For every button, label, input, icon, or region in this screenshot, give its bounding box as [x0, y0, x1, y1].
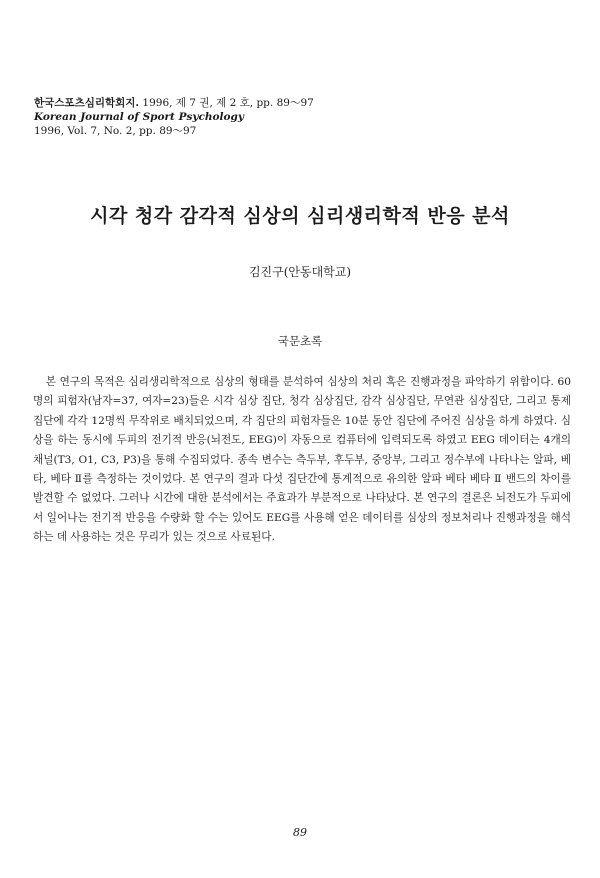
journal-en-issue: 1996, Vol. 7, No. 2, pp. 89～97 [34, 125, 197, 137]
paper-title: 시각 청각 감각적 심상의 심리생리학적 반응 분석 [90, 205, 510, 227]
page-number: 89 [293, 826, 307, 839]
abstract-body: 본 연구의 목적은 심리생리학적으로 심상의 형태를 분석하여 심상의 처리 혹은 진행과정을 파악하기 위함이다. 60명의 피험자(남자=37, 여자=23)들은 시각 심상 집단, 청각 심상집단, 감각 심상집단, 무연관 심상집단, 그리고 통제 집단에 각각 12명씩 무작위로 배치되었으며, 각 집단의 피험자들은 10분 동안 집단에 주어진 심상을 하게 하였다. 심상을 하는 동시에 두피의 전기적 반응(뇌전도, EEG)이 자동으로 컴퓨터에 입력되도록 하였고 EEG 데이터는 4개의 채널(T3, O1, C3, P3)을 통해 수집되었다. 종속 변수는 측두부, 후두부, 중앙부, 그리고 정수부에 나타나는 알파, 베타, 베타 Ⅱ를 측정하는 것이었다. 본 연구의 결과 다섯 집단간에 통계적으로 유의한 알파 베타 베타 Ⅱ 밴드의 차이를 발견할 수 없었다. 그러나 시간에 대한 분석에서는 주효과가 부분적으로 나타났다. 본 연구의 결론은 뇌전도가 두피에서 일어나는 전기적 반응을 수량화 할 수는 있어도 EEG를 사용해 얻은 데이터를 심상의 정보처리나 진행과정을 해석하는 데 사용하는 것은 무리가 있는 것으로 사료된다. [33, 376, 571, 544]
journal-ko-issue: 1996, 제 7 권, 제 2 호, pp. 89～97 [139, 97, 314, 109]
journal-ko-line [34, 96, 314, 110]
author-affiliation: 김진구(안동대학교) [248, 265, 352, 279]
abstract-heading: 국문초록 [277, 334, 323, 348]
journal-header [34, 96, 314, 138]
journal-name-ko: 한국스포츠심리학회지. [34, 97, 140, 109]
journal-name-en: Korean Journal of Sport Psychology [34, 111, 244, 123]
